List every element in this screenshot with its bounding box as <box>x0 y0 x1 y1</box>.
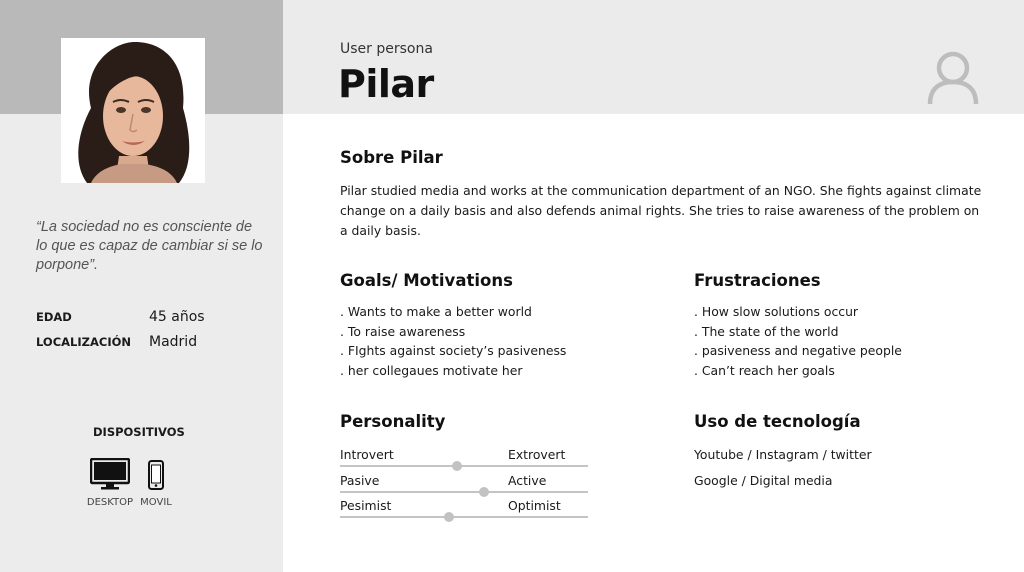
slider-thumb <box>444 512 454 522</box>
trait-slider-pesimist-optimist <box>340 498 588 523</box>
goals-title: Goals/ Motivations <box>340 271 513 290</box>
persona-quote: “La sociedad no es consciente de lo que es capaz de cambiar si se lo porpone”. <box>36 219 263 273</box>
technology-title: Uso de tecnología <box>694 412 861 431</box>
about-text: Pilar studied media and works at the communication department of an NGO. She fights against climate change on a daily basis and also defends animal rights. She tries to raise awareness of the problem on a daily basis. <box>340 183 982 238</box>
slider-track <box>340 465 588 467</box>
profile-photo <box>61 38 205 183</box>
technology-item: Youtube / Instagram / twitter <box>694 447 872 462</box>
list-item: . pasiveness and negative people <box>694 343 902 358</box>
trait-right-label: Active <box>508 473 547 488</box>
desktop-icon <box>90 475 130 494</box>
list-item: . her collegaues motivate her <box>340 362 523 378</box>
frustrations-list <box>694 302 902 380</box>
desktop-label: DESKTOP <box>86 497 134 508</box>
list-item: . To raise awareness <box>340 323 466 339</box>
mobile-icon <box>148 475 164 494</box>
page-subtitle: User persona <box>340 41 433 57</box>
trait-slider-introvert-extrovert <box>340 447 588 472</box>
trait-right-label: Extrovert <box>508 447 566 462</box>
trait-left-label: Pesimist <box>340 498 392 513</box>
info-row-location <box>36 334 197 350</box>
slider-track <box>340 516 588 518</box>
location-value: Madrid <box>149 334 198 350</box>
trait-left-label: Introvert <box>340 447 394 462</box>
user-icon <box>926 50 980 110</box>
mobile-label: MOVIL <box>140 497 172 508</box>
devices-title: DISPOSITIVOS <box>93 425 185 439</box>
slider-track <box>340 491 588 493</box>
list-item: . Can’t reach her goals <box>694 362 835 378</box>
list-item: . Wants to make a better world <box>340 304 532 319</box>
slider-thumb <box>479 487 489 497</box>
personality-title: Personality <box>340 412 446 431</box>
list-item: . The state of the world <box>694 323 839 339</box>
trait-right-label: Optimist <box>508 498 561 513</box>
device-desktop <box>86 458 134 508</box>
trait-slider-pasive-active <box>340 473 588 498</box>
info-row-age <box>36 309 205 325</box>
page-title: Pilar <box>338 62 434 106</box>
list-item: . FIghts against society’s pasiveness <box>340 343 567 358</box>
trait-left-label: Pasive <box>340 473 380 488</box>
about-title: Sobre Pilar <box>340 148 443 167</box>
slider-thumb <box>452 461 462 471</box>
list-item: . How slow solutions occur <box>694 304 859 319</box>
age-value: 45 años <box>149 309 205 325</box>
age-label: EDAD <box>36 310 72 324</box>
goals-list <box>340 302 566 380</box>
device-mobile <box>138 460 174 508</box>
location-label: LOCALIZACIÓN <box>36 335 131 349</box>
frustrations-title: Frustraciones <box>694 271 821 290</box>
technology-item: Google / Digital media <box>694 473 833 488</box>
